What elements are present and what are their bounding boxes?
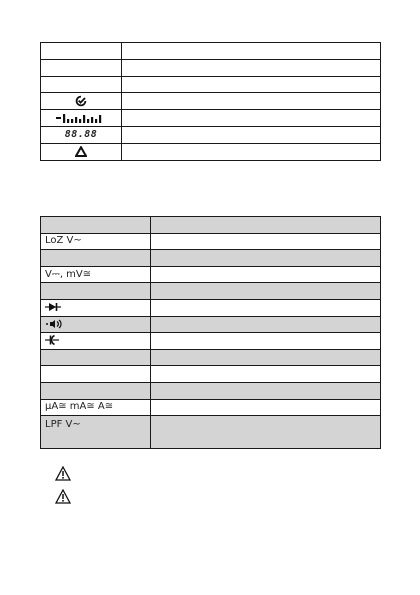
description-cell [151, 283, 381, 300]
delta-icon [75, 146, 87, 157]
table-row [41, 399, 381, 416]
table-row [41, 43, 381, 60]
description-cell [122, 43, 381, 60]
bargraph-icon [56, 112, 106, 123]
table-row [41, 316, 381, 333]
table-row [41, 126, 381, 143]
table-row [41, 217, 381, 234]
description-cell [151, 233, 381, 250]
function-cell [41, 316, 151, 333]
table-row [41, 349, 381, 366]
function-cell: LoZ V~ [41, 233, 151, 250]
table-row [41, 233, 381, 250]
symbol-cell [41, 59, 122, 76]
symbol-cell [41, 110, 122, 127]
table-row [41, 59, 381, 76]
symbol-cell [41, 93, 122, 110]
functions-table [40, 216, 381, 449]
function-cell: V⎓, mV≅ [41, 266, 151, 283]
symbol-cell [41, 43, 122, 60]
description-cell [151, 266, 381, 283]
function-cell: µA≅ mA≅ A≅ [41, 399, 151, 416]
description-cell [151, 382, 381, 399]
function-cell [41, 217, 151, 234]
symbol-cell [41, 126, 122, 143]
continuity-icon [45, 319, 63, 329]
description-cell [122, 59, 381, 76]
function-cell [41, 283, 151, 300]
diode-icon [45, 302, 61, 312]
table-row [41, 250, 381, 267]
auto-power-off-icon [75, 95, 87, 107]
table-row [41, 333, 381, 350]
description-cell [151, 299, 381, 316]
description-cell [151, 399, 381, 416]
table-row [41, 93, 381, 110]
warning-triangle-icon [55, 489, 71, 504]
table-row [41, 266, 381, 283]
description-cell [151, 349, 381, 366]
table-row [41, 110, 381, 127]
function-cell [41, 333, 151, 350]
description-cell [122, 143, 381, 160]
description-cell [151, 217, 381, 234]
description-cell [151, 316, 381, 333]
table-row [41, 366, 381, 383]
description-cell [151, 333, 381, 350]
capacitor-icon [45, 335, 59, 345]
function-cell [41, 250, 151, 267]
description-cell [151, 416, 381, 449]
table-row [41, 382, 381, 399]
warning-triangle-icon [55, 466, 71, 481]
description-cell [151, 250, 381, 267]
function-cell [41, 299, 151, 316]
table-row [41, 143, 381, 160]
function-cell: LPF V~ [41, 416, 151, 449]
symbol-cell [41, 143, 122, 160]
function-cell [41, 366, 151, 383]
description-cell [122, 76, 381, 93]
table-row [41, 283, 381, 300]
symbols-table [40, 42, 381, 161]
symbol-cell [41, 76, 122, 93]
function-cell [41, 349, 151, 366]
description-cell [122, 126, 381, 143]
table-row [41, 299, 381, 316]
description-cell [151, 366, 381, 383]
description-cell [122, 110, 381, 127]
table-row [41, 76, 381, 93]
digit-display: 88.88 [64, 128, 98, 140]
description-cell [122, 93, 381, 110]
table-row [41, 416, 381, 449]
function-cell [41, 382, 151, 399]
